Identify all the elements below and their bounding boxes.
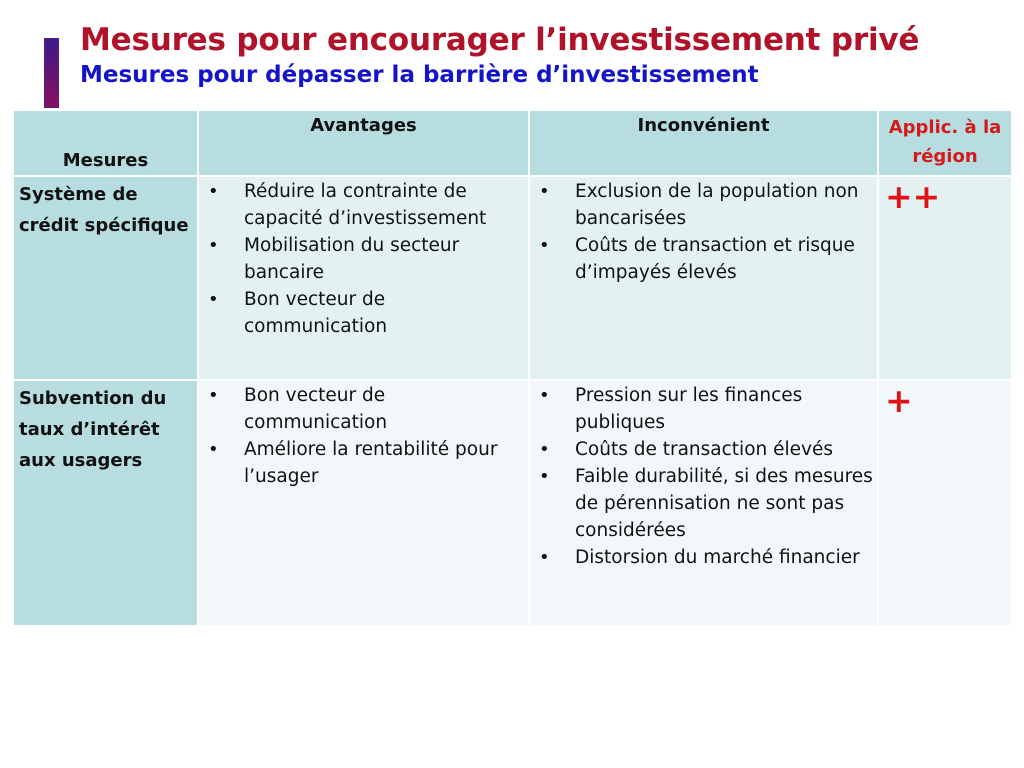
table-row [13,176,1012,380]
inconvenients-list [534,178,873,286]
avantages-cell [198,176,529,380]
list-item: • Réduire la contrainte de capacité d’investissement [203,178,524,232]
list-item: • Bon vecteur de communication [203,382,524,436]
list-item: • Améliore la rentabilité pour l’usager [203,436,524,490]
row-label: Subvention du taux d’intérêt aux usagers [13,380,198,626]
list-item: • Coûts de transaction élevés [534,436,873,463]
list-item: • Distorsion du marché financier [534,544,873,571]
list-item: • Mobilisation du secteur bancaire [203,232,524,286]
avantages-list [203,382,524,490]
header-avantages: Avantages [198,110,529,176]
inconvenients-cell [529,176,878,380]
avantages-cell [198,380,529,626]
applic-score: ++ [878,176,1012,380]
row-label: Système de crédit spécifique [13,176,198,380]
list-item: • Coûts de transaction et risque d’impayés élevés [534,232,873,286]
table-row [13,380,1012,626]
applic-score: + [878,380,1012,626]
page-subtitle: Mesures pour dépasser la barrière d’investissement [80,62,759,88]
list-item: • Pression sur les finances publiques [534,382,873,436]
header-mesures: Mesures [13,110,198,176]
measures-table [12,109,1013,627]
accent-bar [44,38,59,108]
page-title: Mesures pour encourager l’investissement privé [80,22,920,58]
header-inconvenient: Inconvénient [529,110,878,176]
list-item: • Exclusion de la population non bancarisées [534,178,873,232]
table-header-row [13,110,1012,176]
inconvenients-cell [529,380,878,626]
inconvenients-list [534,382,873,571]
header-applic: Applic. à la région [878,110,1012,176]
list-item: • Faible durabilité, si des mesures de pérennisation ne sont pas considérées [534,463,873,544]
list-item: • Bon vecteur de communication [203,286,524,340]
avantages-list [203,178,524,340]
